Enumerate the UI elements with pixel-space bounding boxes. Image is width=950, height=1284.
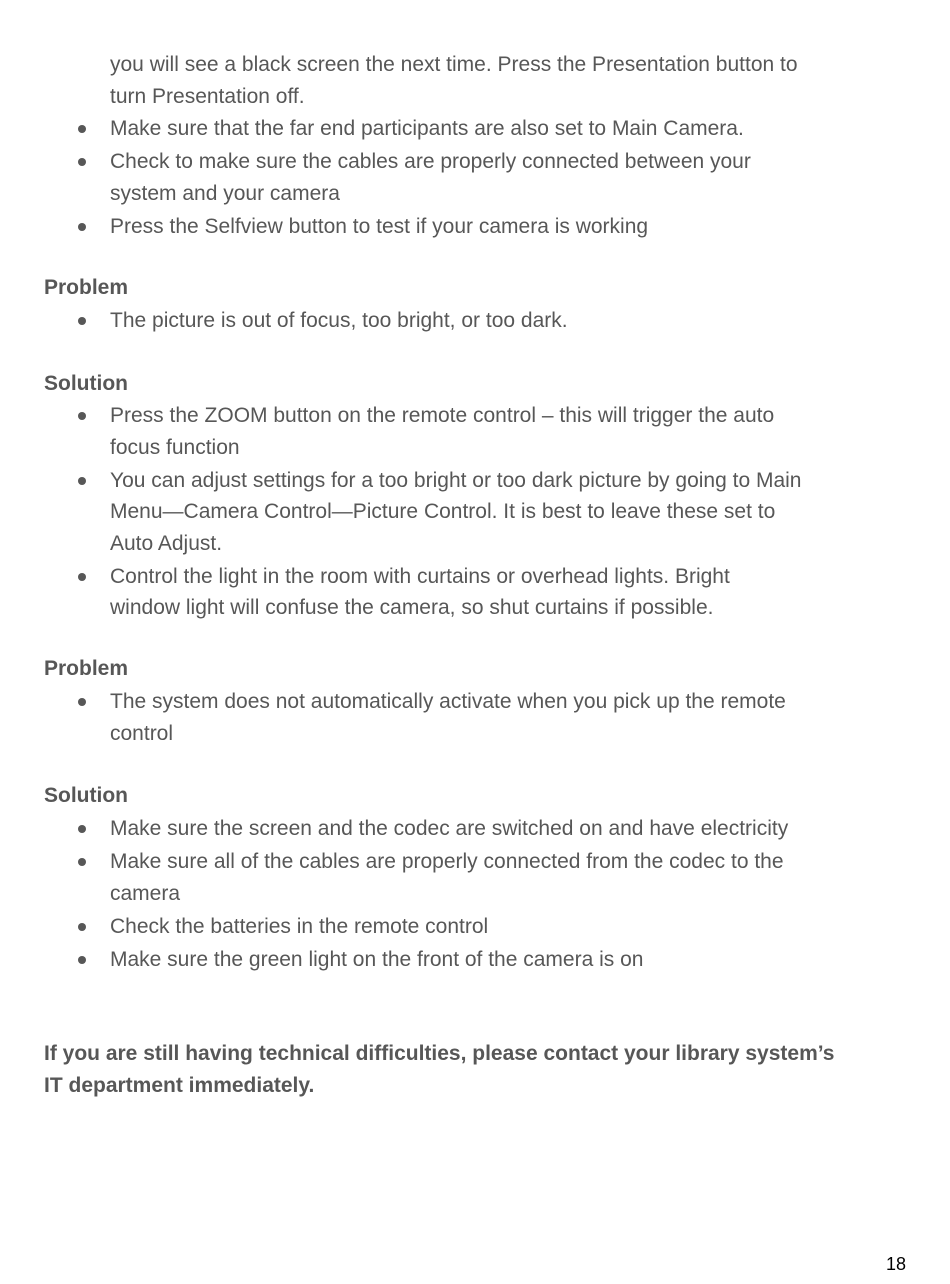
text-line: If you are still having technical difficulties, please contact your library system’s (44, 1042, 835, 1065)
text-line: focus function (110, 435, 240, 459)
list-item (0, 146, 950, 209)
text-line: Press the Selfview button to test if your camera is working (110, 214, 649, 238)
bullet-list (0, 400, 950, 625)
bullet-icon (78, 317, 86, 325)
bullet-icon (78, 125, 86, 133)
bullet-list (0, 305, 950, 338)
list-item (0, 211, 950, 243)
text-line: system and your camera (110, 181, 340, 205)
text-line: camera (110, 881, 181, 905)
text-line: Press the ZOOM button on the remote control – this will trigger the auto (110, 404, 775, 427)
section-heading: Problem (44, 657, 129, 680)
text-line: Make sure all of the cables are properly connected from the codec to the (110, 850, 784, 873)
bullet-icon (78, 477, 86, 485)
text-line: Make sure that the far end participants are also set to Main Camera. (110, 117, 744, 140)
text-line: Check the batteries in the remote control (110, 914, 489, 938)
bullet-list (0, 686, 950, 751)
text-line: you will see a black screen the next time. Press the Presentation button to (110, 53, 798, 76)
continuation-paragraph (110, 49, 798, 112)
bullet-icon (78, 858, 86, 866)
list-item (0, 305, 950, 337)
list-item (0, 465, 950, 560)
text-line: Control the light in the room with curtains or overhead lights. Bright (110, 564, 730, 588)
list-item (0, 400, 950, 463)
bullet-icon (78, 923, 86, 931)
bullet-list (0, 113, 950, 244)
text-line: Make sure the green light on the front of the camera is on (110, 947, 644, 971)
text-line: Make sure the screen and the codec are switched on and have electricity (110, 817, 789, 840)
text-line: You can adjust settings for a too bright or too dark picture by going to Main (110, 468, 802, 492)
text-line: IT department immediately. (44, 1073, 315, 1097)
bullet-icon (78, 573, 86, 581)
list-item (0, 561, 950, 624)
list-item (0, 686, 950, 749)
text-line: Auto Adjust. (110, 531, 223, 555)
closing-note (44, 1038, 834, 1101)
bullet-icon (78, 956, 86, 964)
section-heading: Solution (44, 372, 128, 395)
list-item (0, 944, 950, 976)
bullet-icon (78, 698, 86, 706)
text-line: turn Presentation off. (110, 84, 305, 108)
bullet-list (0, 813, 950, 977)
page-number: 18 (885, 1254, 906, 1274)
text-line: The picture is out of focus, too bright, or too dark. (110, 309, 568, 332)
bullet-icon (78, 158, 86, 166)
text-line: Check to make sure the cables are properly connected between your (110, 150, 751, 173)
text-line: Menu—Camera Control—Picture Control. It is best to leave these set to (110, 500, 776, 523)
section-heading: Solution (44, 784, 128, 807)
section-heading: Problem (44, 276, 129, 299)
list-item (0, 813, 950, 845)
text-line: The system does not automatically activate when you pick up the remote (110, 690, 786, 713)
list-item (0, 846, 950, 909)
bullet-icon (78, 825, 86, 833)
list-item (0, 911, 950, 943)
bullet-icon (78, 223, 86, 231)
list-item (0, 113, 950, 145)
bullet-icon (78, 412, 86, 420)
text-line: window light will confuse the camera, so shut curtains if possible. (110, 596, 714, 619)
text-line: control (110, 721, 174, 745)
